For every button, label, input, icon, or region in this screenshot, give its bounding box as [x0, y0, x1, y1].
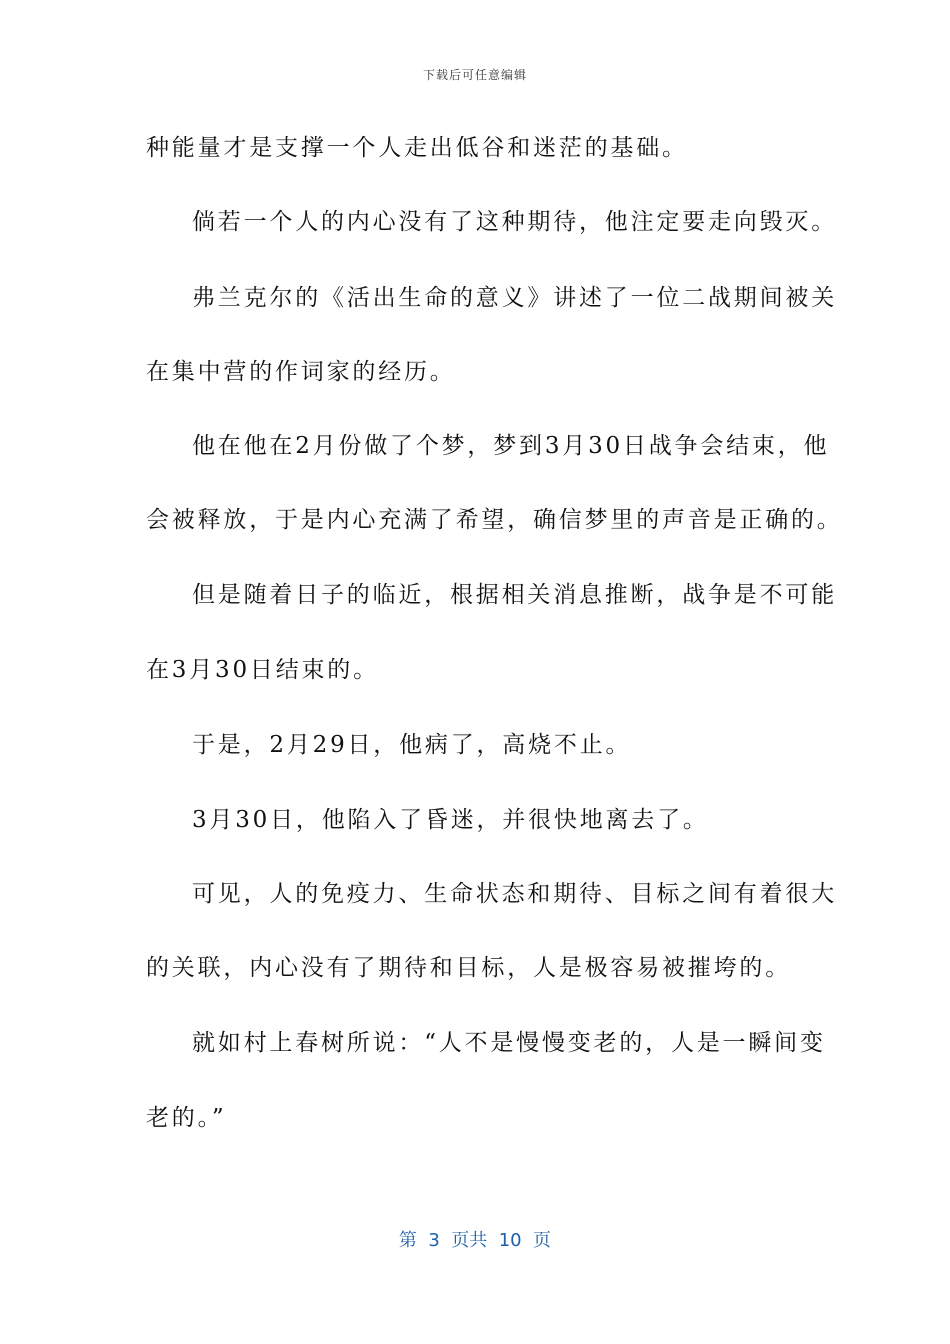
- paragraph-line: 在集中营的作词家的经历。: [146, 359, 456, 385]
- paragraph-line: 在3月30日结束的。: [146, 657, 379, 683]
- paragraph-line: 会被释放，于是内心充满了希望，确信梦里的声音是正确的。: [146, 507, 843, 533]
- paragraph-line: 3月30日，他陷入了昏迷，并很快地离去了。: [192, 807, 709, 833]
- page-header: 下载后可任意编辑: [422, 68, 527, 82]
- paragraph-line: 于是，2月29日，他病了，高烧不止。: [192, 732, 632, 758]
- paragraph-line: 他在他在2月份做了个梦，梦到3月30日战争会结束，他: [192, 433, 830, 459]
- page-number-footer: 第 3 页共 10 页: [398, 1230, 552, 1251]
- paragraph-line: 就如村上春树所说：“人不是慢慢变老的，人是一瞬间变: [192, 1030, 826, 1056]
- paragraph-line: 的关联，内心没有了期待和目标，人是极容易被摧垮的。: [146, 955, 791, 981]
- paragraph-line: 老的。”: [146, 1105, 227, 1131]
- paragraph-line: 种能量才是支撑一个人走出低谷和迷茫的基础。: [146, 135, 688, 161]
- paragraph-line: 倘若一个人的内心没有了这种期待，他注定要走向毁灭。: [192, 209, 837, 235]
- paragraph-line: 可见，人的免疫力、生命状态和期待、目标之间有着很大: [192, 881, 837, 907]
- paragraph-line: 但是随着日子的临近，根据相关消息推断，战争是不可能: [192, 582, 837, 608]
- paragraph-line: 弗兰克尔的《活出生命的意义》讲述了一位二战期间被关: [192, 285, 837, 311]
